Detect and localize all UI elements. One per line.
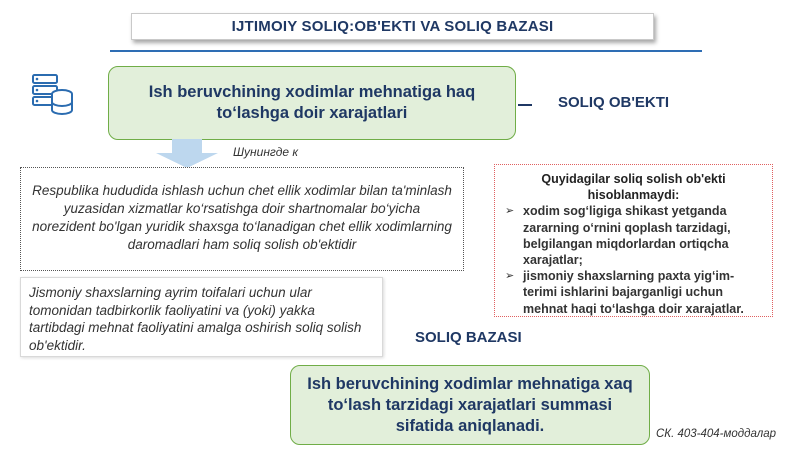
exemption-item xyxy=(503,203,764,268)
exemptions-box xyxy=(494,164,773,317)
arrow-bullet-icon: ➢ xyxy=(505,270,515,283)
arrow-note: Шунингде к xyxy=(233,145,299,159)
tax-base-box: Ish beruvchining xodimlar mehnatiga xaq to‘lash tarzidagi xarajatlari summasi sifatida aniqlanadi. xyxy=(290,365,650,445)
page-title: IJTIMOIY SOLIQ:OB'EKTI VA SOLIQ BAZASI xyxy=(131,13,654,40)
individuals-box: Jismoniy shaxslarning ayrim toifalari uchun ular tomonidan tadbirkorlik faoliyatini va (yoki) yakka tartibdagi mehnat faoliyatini amalga oshirish soliq solish ob'ektidir. xyxy=(20,277,383,357)
arrow-bullet-icon: ➢ xyxy=(505,205,515,218)
tax-object-label: SOLIQ OB'EKTI xyxy=(558,94,670,111)
exemptions-heading: Quyidagilar soliq solish ob'ekti hisoblanmaydi: xyxy=(541,172,726,203)
foreign-employees-box: Respublika hududida ishlash uchun chet ellik xodimlar bilan ta'minlash yuzasidan xizmatlar ko‘rsatishga doir shartnomalar bo‘yicha norezident bo'lgan yuridik shaxsga to‘lanadigan chet ellik xodimlarning daromadlari ham soliq solish ob'ektidir xyxy=(20,167,464,271)
title-divider xyxy=(110,50,702,52)
down-arrow-icon xyxy=(152,139,222,169)
tax-object-box: Ish beruvchining xodimlar mehnatiga haq to‘lashga doir xarajatlari xyxy=(108,66,516,140)
connector-dash xyxy=(518,104,532,106)
exemption-item-text: xodim sog‘ligiga shikast yetganda zararning o‘rnini qoplash tarzidagi, belgilangan miqdorlardan ortiqcha xarajatlar; xyxy=(523,204,731,268)
exemption-item-text: jismoniy shaxslarning paxta yig‘im-terimi ishlarini bajarganligi uchun mehnat haqi to‘lashga doir xarajatlar. xyxy=(523,269,744,316)
legal-reference: СК. 403-404-моддалар xyxy=(656,428,777,440)
tax-base-label: SOLIQ BAZASI xyxy=(415,329,522,346)
exemption-item xyxy=(503,268,764,317)
database-server-icon xyxy=(30,72,76,118)
